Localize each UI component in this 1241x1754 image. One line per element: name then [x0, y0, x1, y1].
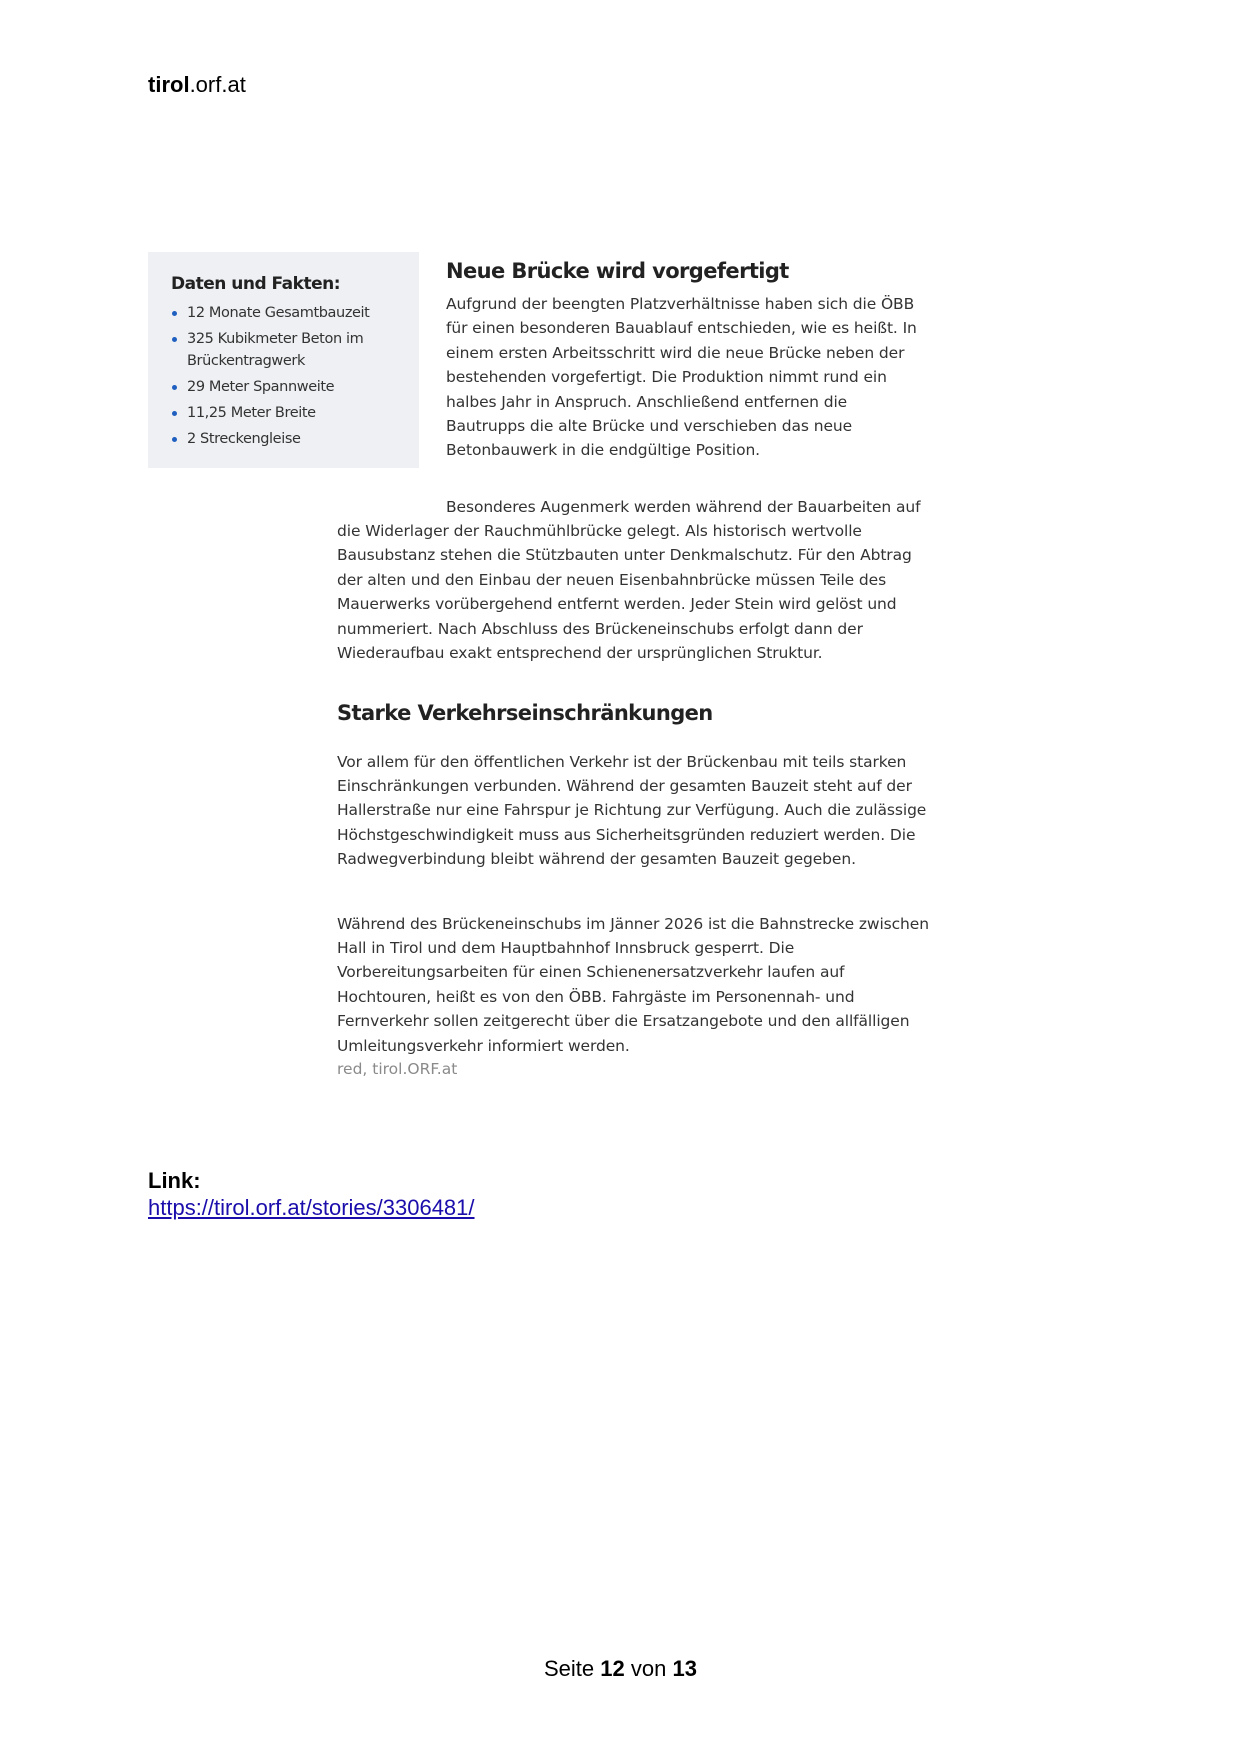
story-link[interactable]: https://tirol.orf.at/stories/3306481/ [148, 1195, 475, 1220]
article-paragraph-4: Während des Brückeneinschubs im Jänner 2026 ist die Bahnstrecke zwischen Hall in Tirol und dem Hauptbahnhof Innsbruck gesperrt. Die Vorbereitungsarbeiten für einen Schienenersatzverkehr laufen auf Hochtouren, heißt es von den ÖBB. Fahrgäste im Personennah- und Fernverkehr sollen zeitgerecht über die Ersatzangebote und den allfälligen Umleitungsverkehr informiert werden. [337, 914, 929, 1055]
current-page-number: 12 [600, 1656, 625, 1681]
page-footer [0, 1656, 1241, 1682]
facts-item: 325 Kubikmeter Beton im Brückentragwerk [171, 328, 401, 372]
footer-middle: von [630, 1656, 667, 1681]
article-paragraph-1: Aufgrund der beengten Platzverhältnisse haben sich die ÖBB für einen besonderen Bauablauf entschieden, wie es heißt. In einem ersten Arbeitsschritt wird die neue Brücke neben der bestehenden vorgefertigt. Die Produktion nimmt rund ein halbes Jahr in Anspruch. Anschließend entfernen die Bautrupps die alte Brücke und verschieben das neue Betonbauwerk in die endgültige Position. [446, 295, 917, 460]
article-paragraph-2: Besonderes Augenmerk werden während der Bauarbeiten auf die Widerlager der Rauchmühlbrücke gelegt. Als historisch wertvolle Bausubstanz stehen die Stützbauten unter Denkmalschutz. Für den Abtrag der alten und den Einbau der neuen Eisenbahnbrücke müssen Teile des Mauerwerks vorübergehend entfernt werden. Jeder Stein wird gelöst und nummeriert. Nach Abschluss des Brückeneinschubs erfolgt dann der Wiederaufbau exakt entsprechend der ursprünglichen Struktur. [337, 497, 921, 662]
link-block [148, 1167, 475, 1221]
site-name-bold: tirol [148, 72, 190, 97]
facts-list [171, 302, 401, 450]
footer-prefix: Seite [544, 1656, 595, 1681]
facts-item: 2 Streckengleise [171, 428, 401, 450]
article-section-1 [446, 258, 926, 463]
total-page-number: 13 [672, 1656, 697, 1681]
section-heading-2: Starke Verkehrseinschränkungen [337, 701, 713, 725]
article-paragraph-3: Vor allem für den öffentlichen Verkehr ist der Brückenbau mit teils starken Einschränkungen verbunden. Während der gesamten Bauzeit steht auf der Hallerstraße nur eine Fahrspur je Richtung zur Verfügung. Auch die zulässige Höchstgeschwindigkeit muss aus Sicherheitsgründen reduziert werden. Die Radwegverbindung bleibt während der gesamten Bauzeit gegeben. [337, 752, 927, 869]
byline: red, tirol.ORF.at [337, 1060, 458, 1078]
site-name-rest: .orf.at [189, 72, 246, 97]
facts-item: 11,25 Meter Breite [171, 402, 401, 424]
section-heading-1: Neue Brücke wird vorgefertigt [446, 259, 789, 283]
facts-title: Daten und Fakten: [171, 274, 341, 294]
facts-item: 29 Meter Spannweite [171, 376, 401, 398]
site-header [148, 72, 246, 98]
link-label: Link: [148, 1168, 201, 1193]
facts-box [148, 252, 419, 468]
facts-item: 12 Monate Gesamtbauzeit [171, 302, 401, 324]
